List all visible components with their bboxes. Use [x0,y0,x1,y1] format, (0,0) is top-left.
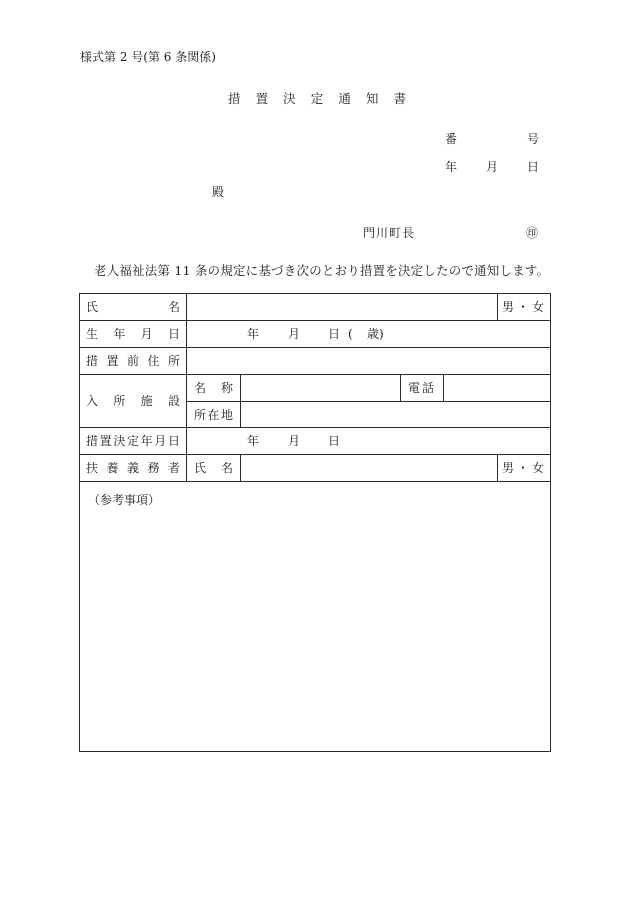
birth-age-open: ( [348,327,353,341]
decision-date-value-cell [187,428,551,455]
decision-date-label-char: 置 [99,434,112,448]
decision-date-label-char: 決 [113,434,126,448]
facility-label-cell [80,375,187,428]
birth-label-char: 日 [167,327,180,341]
document-title-char: 決 [283,91,296,106]
birth-label-cell [80,321,187,348]
facility-phone-label: 電話 [407,381,436,395]
name-gender-char: ・ [516,300,529,314]
facility-phone-label-cell [401,375,444,402]
form-number: 様式第 2 号(第 6 条関係) [80,50,216,64]
decision-date-label [86,434,180,448]
birth-label-char: 年 [113,327,126,341]
facility-address-label-char: 所 [194,407,207,422]
document-title-char: 書 [393,91,406,106]
name-value-cell [187,294,498,321]
facility-label-char: 施 [140,394,153,408]
notice-text: 老人福祉法第 11 条の規定に基づき次のとおり措置を決定したので通知します。 [94,263,550,278]
supporter-label-char: 務 [147,461,160,475]
decision-date-label-char: 月 [154,434,167,448]
facility-name-label [194,381,233,395]
decision-date-label-char: 定 [126,434,139,448]
name-label-char: 氏 [86,300,99,314]
document-title-char: 措 [228,91,241,106]
facility-label [86,394,180,408]
document-title-char: 置 [255,91,269,106]
prev-address-label-cell [80,348,187,375]
name-label-cell [80,294,187,321]
prev-address-label-char: 住 [147,354,160,368]
supporter-label-char: 義 [126,461,139,475]
birth-year-unit: 年 [247,327,260,341]
document-number-line [445,132,539,146]
supporter-label-char: 扶 [86,461,99,475]
facility-address-label-char: 地 [220,407,233,422]
facility-name-label-char: 名 [194,381,207,395]
issuer-name: 門川町長 [363,226,416,240]
birth-label [86,327,180,341]
birth-day-unit: 日 [328,327,341,341]
birth-age-unit: 歳) [367,327,384,341]
birth-month-unit: 月 [288,327,301,341]
prev-address-label-char: 措 [86,354,99,368]
name-gender-char: 女 [531,300,544,314]
decision-date-label-char: 措 [86,434,99,448]
supporter-name-value-cell [241,455,498,482]
supporter-gender-char: 女 [531,461,544,475]
addressee-suffix: 殿 [212,185,225,199]
supporter-label-char: 者 [167,461,180,475]
supporter-gender-char: 男 [502,461,515,475]
document-date-line-char: 年 [445,160,458,174]
supporter-gender-char: ・ [516,461,529,475]
decision-date-label-char: 年 [140,434,153,448]
supporter-label-cell [80,455,187,482]
facility-name-value-cell [241,375,401,402]
document-date-line-char: 月 [485,160,498,174]
supporter-label [86,461,180,475]
supporter-gender [502,461,544,475]
name-gender [502,300,544,314]
facility-name-label-cell [187,375,241,402]
facility-label-char: 入 [86,394,99,408]
facility-phone-value-cell [444,375,551,402]
document-title-char: 定 [310,91,324,106]
birth-label-char: 生 [86,327,99,341]
facility-name-label-char: 称 [220,381,233,395]
supporter-gender-cell [498,455,551,482]
name-label-char: 名 [167,300,180,314]
birth-value-cell [187,321,551,348]
supporter-name-label-char: 名 [220,461,233,475]
birth-label-char: 月 [140,327,153,341]
decision-date-label-char: 日 [167,434,180,448]
decision-year-unit: 年 [247,434,260,448]
decision-table [79,293,551,752]
facility-address-value-cell [241,402,551,428]
notes-cell [80,482,551,752]
name-gender-char: 男 [502,300,515,314]
document-number-line-char: 号 [526,132,539,146]
facility-address-label-cell [187,402,241,428]
facility-address-label [194,408,233,422]
name-label [86,300,180,314]
prev-address-label-char: 置 [106,354,119,368]
decision-date-label-cell [80,428,187,455]
supporter-label-char: 養 [106,461,119,475]
document-number-line-char: 番 [445,132,458,146]
document-title-char: 通 [338,91,351,106]
document-title-char: 知 [365,91,379,106]
facility-label-char: 所 [113,394,126,408]
supporter-name-label [194,461,233,475]
document-title [228,92,406,106]
prev-address-label [86,354,180,368]
prev-address-value-cell [187,348,551,375]
facility-address-label-char: 在 [207,407,220,422]
notes-label: （参考事項） [88,493,161,507]
prev-address-label-char: 前 [126,354,139,368]
seal-mark-icon: ㊞ [526,226,539,240]
facility-label-char: 設 [167,394,180,408]
supporter-name-label-char: 氏 [194,461,207,475]
supporter-name-label-cell [187,455,241,482]
prev-address-label-char: 所 [167,354,180,368]
document-date-line [445,160,539,174]
decision-month-unit: 月 [288,434,301,448]
decision-day-unit: 日 [328,434,341,448]
name-gender-cell [498,294,551,321]
document-date-line-char: 日 [526,160,539,174]
